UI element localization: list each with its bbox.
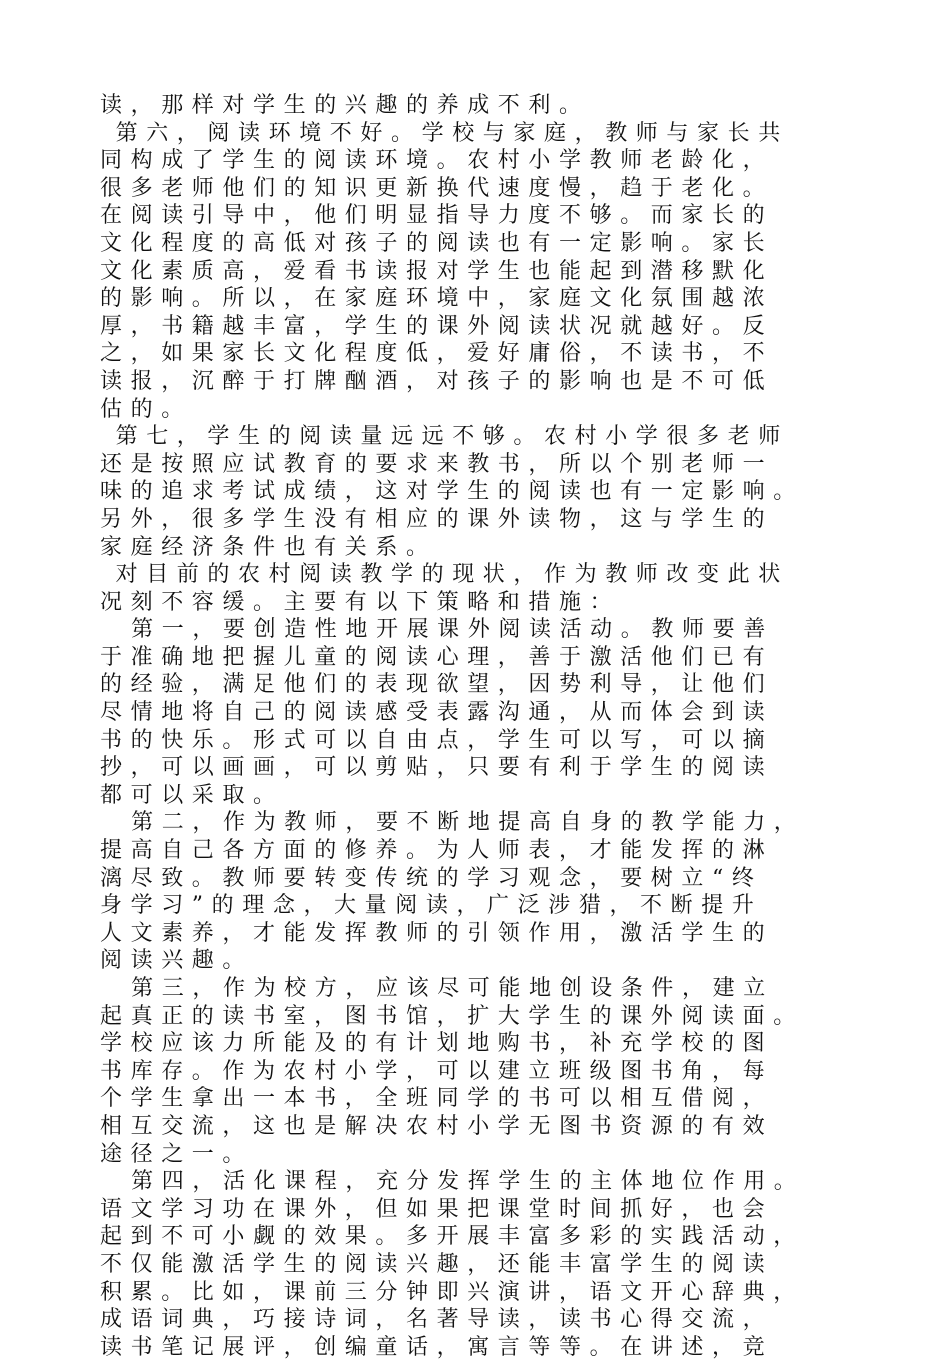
text-line: 很多老师他们的知识更新换代速度慢，趋于老化。 [100, 175, 774, 201]
text-line: 起真正的读书室，图书馆，扩大学生的课外阅读面。 [100, 1003, 804, 1029]
text-line: 起到不可小觑的效果。多开展丰富多彩的实践活动， [100, 1224, 804, 1250]
text-line: 个学生拿出一本书，全班同学的书可以相互借阅， [100, 1086, 774, 1112]
text-line: 家庭经济条件也有关系。 [100, 534, 437, 560]
text-line: 第四，活化课程，充分发挥学生的主体地位作用。 [100, 1169, 805, 1195]
text-line: 读报，沉醉于打牌酗酒，对孩子的影响也是不可低 [100, 368, 774, 394]
text-line: 提高自己各方面的修养。为人师表，才能发挥的淋 [100, 838, 774, 864]
text-line: 第二，作为教师，要不断地提高自身的教学能力， [100, 810, 805, 836]
text-line: 文化素质高，爱看书读报对学生也能起到潜移默化 [100, 258, 774, 284]
body-text [100, 92, 880, 1361]
text-line: 不仅能激活学生的阅读兴趣，还能丰富学生的阅读 [100, 1251, 774, 1277]
text-line: 都可以采取。 [100, 782, 284, 808]
text-line: 身学习”的理念，大量阅读，广泛涉猎，不断提升 [100, 893, 763, 919]
text-line: 尽情地将自己的阅读感受表露沟通，从而体会到读 [100, 700, 774, 726]
text-line: 漓尽致。教师要转变传统的学习观念，要树立“终 [100, 865, 763, 891]
text-line: 相互交流，这也是解决农村小学无图书资源的有效 [100, 1113, 774, 1139]
text-line: 第六，阅读环境不好。学校与家庭，教师与家长共 [100, 120, 789, 146]
text-line: 况刻不容缓。主要有以下策略和措施： [100, 589, 621, 615]
text-line: 第一，要创造性地开展课外阅读活动。教师要善 [100, 617, 774, 643]
text-line: 在阅读引导中，他们明显指导力度不够。而家长的 [100, 203, 774, 229]
text-line: 之，如果家长文化程度低，爱好庸俗，不读书，不 [100, 341, 774, 367]
text-line: 于准确地把握儿童的阅读心理，善于激活他们已有 [100, 644, 774, 670]
text-line: 读，那样对学生的兴趣的养成不利。 [100, 93, 590, 118]
text-line: 还是按照应试教育的要求来教书，所以个别老师一 [100, 451, 774, 477]
text-line: 阅读兴趣。 [100, 948, 254, 974]
text-line: 书库存。作为农村小学，可以建立班级图书角，每 [100, 1058, 774, 1084]
text-line: 积累。比如，课前三分钟即兴演讲，语文开心辞典， [100, 1279, 804, 1305]
text-line: 人文素养，才能发挥教师的引领作用，激活学生的 [100, 920, 774, 946]
text-line: 对目前的农村阅读教学的现状，作为教师改变此状 [100, 562, 789, 588]
text-line: 书的快乐。形式可以自由点，学生可以写，可以摘 [100, 727, 774, 753]
text-line: 味的追求考试成绩，这对学生的阅读也有一定影响。 [100, 479, 804, 505]
text-line: 成语词典，巧接诗词，名著导读，读书心得交流， [100, 1307, 774, 1333]
text-line: 读书笔记展评，创编童话，寓言等等。在讲述，竞 [100, 1334, 774, 1360]
text-line: 估的。 [100, 396, 192, 422]
text-line: 学校应该力所能及的有计划地购书，补充学校的图 [100, 1031, 774, 1057]
text-line: 抄，可以画画，可以剪贴，只要有利于学生的阅读 [100, 755, 774, 781]
text-line: 另外，很多学生没有相应的课外读物，这与学生的 [100, 506, 774, 532]
text-line: 的经验，满足他们的表现欲望，因势利导，让他们 [100, 672, 774, 698]
text-line: 的影响。所以，在家庭环境中，家庭文化氛围越浓 [100, 286, 774, 312]
text-line: 第三，作为校方，应该尽可能地创设条件，建立 [100, 976, 774, 1001]
text-line: 语文学习功在课外，但如果把课堂时间抓好，也会 [100, 1196, 774, 1222]
text-line: 厚，书籍越丰富，学生的课外阅读状况就越好。反 [100, 313, 774, 339]
text-line: 途径之一。 [100, 1141, 254, 1167]
text-line: 第七，学生的阅读量远远不够。农村小学很多老师 [100, 424, 789, 450]
text-line: 文化程度的高低对孩子的阅读也有一定影响。家长 [100, 230, 774, 256]
text-line: 同构成了学生的阅读环境。农村小学教师老龄化， [100, 148, 774, 174]
